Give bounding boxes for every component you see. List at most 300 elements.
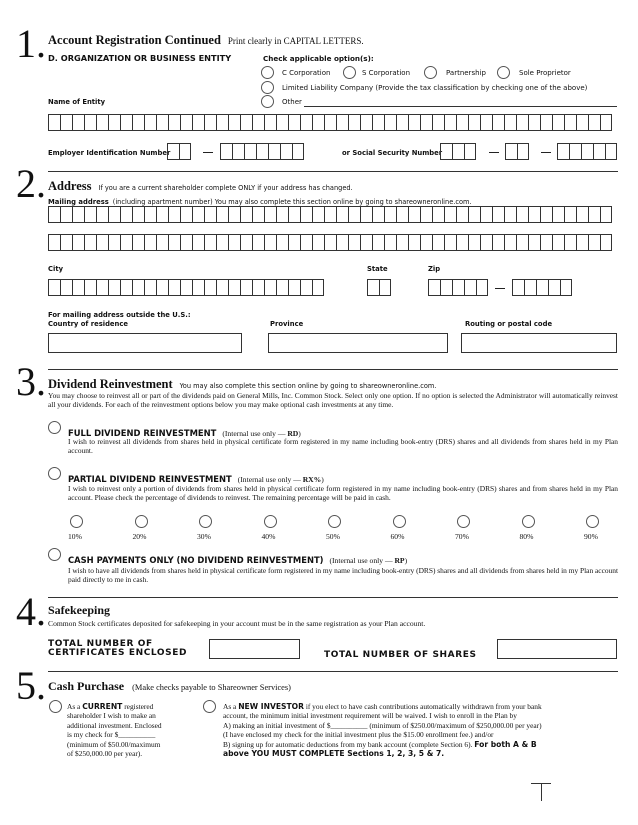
character-box[interactable] <box>492 234 504 251</box>
percentage-label-50: 50% <box>326 532 340 541</box>
character-box[interactable] <box>192 206 204 223</box>
character-box[interactable] <box>288 234 300 251</box>
character-box[interactable] <box>108 234 120 251</box>
character-box[interactable] <box>468 114 480 131</box>
s-corp-label: S Corporation <box>362 69 411 77</box>
character-box[interactable] <box>396 206 408 223</box>
character-box[interactable] <box>180 279 192 296</box>
sole-proprietor-radio[interactable] <box>497 66 510 79</box>
character-box[interactable] <box>564 114 576 131</box>
new-text-line-6: above YOU MUST COMPLETE Sections 1, 2, 3, 5 & 7. <box>223 749 445 759</box>
state-boxes[interactable] <box>367 279 391 296</box>
character-box[interactable] <box>60 206 72 223</box>
character-box[interactable] <box>312 279 324 296</box>
partnership-radio[interactable] <box>424 66 437 79</box>
partial-code-text: (Internal use only — <box>237 475 303 484</box>
new-investor-text <box>223 702 619 758</box>
character-box[interactable] <box>384 206 396 223</box>
character-box[interactable] <box>420 206 432 223</box>
ssn-boxes-part3[interactable] <box>557 143 617 160</box>
character-box[interactable] <box>379 279 391 296</box>
full-reinvest-code: (Internal use only — RD) <box>222 429 301 438</box>
new-text-line-5: B) signing up for automatic deductions from my bank account (complete Section 6). For both A & B <box>223 739 537 749</box>
character-box[interactable] <box>324 234 336 251</box>
character-box[interactable] <box>168 114 180 131</box>
character-box[interactable] <box>360 114 372 131</box>
character-box[interactable] <box>312 114 324 131</box>
country-input[interactable] <box>48 333 242 353</box>
character-box[interactable] <box>204 114 216 131</box>
character-box[interactable] <box>540 234 552 251</box>
character-box[interactable] <box>593 143 605 160</box>
character-box[interactable] <box>216 114 228 131</box>
character-box[interactable] <box>504 114 516 131</box>
character-box[interactable] <box>144 206 156 223</box>
character-box[interactable] <box>367 279 379 296</box>
section-5-title: Cash Purchase <box>48 679 125 693</box>
section-3-divider <box>48 597 618 598</box>
character-box[interactable] <box>336 206 348 223</box>
character-box[interactable] <box>168 206 180 223</box>
character-box[interactable] <box>48 279 60 296</box>
total-certs-input[interactable] <box>209 639 300 659</box>
character-box[interactable] <box>504 206 516 223</box>
entity-name-label: Name of Entity <box>48 98 106 106</box>
new-text-line-1: As a NEW INVESTOR if you elect to have cash contributions automatically withdrawn from your bank <box>223 702 542 711</box>
province-input[interactable] <box>268 333 448 353</box>
character-box[interactable] <box>517 143 529 160</box>
percentage-radio-30[interactable] <box>199 515 212 528</box>
character-box[interactable] <box>600 114 612 131</box>
percentage-radio-70[interactable] <box>457 515 470 528</box>
character-box[interactable] <box>456 234 468 251</box>
mailing-address-line1-boxes[interactable] <box>48 206 612 223</box>
character-box[interactable] <box>264 114 276 131</box>
percentage-radio-20[interactable] <box>135 515 148 528</box>
character-box[interactable] <box>96 206 108 223</box>
character-box[interactable] <box>588 206 600 223</box>
character-box[interactable] <box>348 234 360 251</box>
character-box[interactable] <box>120 234 132 251</box>
section-1-title-row <box>48 31 364 49</box>
character-box[interactable] <box>144 279 156 296</box>
character-box[interactable] <box>256 143 268 160</box>
character-box[interactable] <box>576 234 588 251</box>
current-text-line-6: of $250,000.00 per year). <box>67 749 143 759</box>
current-text-line-5: (minimum of $50.00/maximum <box>67 739 161 749</box>
percentage-radio-40[interactable] <box>264 515 277 528</box>
character-box[interactable] <box>72 279 84 296</box>
character-box[interactable] <box>528 234 540 251</box>
character-box[interactable] <box>444 234 456 251</box>
character-box[interactable] <box>420 114 432 131</box>
character-box[interactable] <box>192 234 204 251</box>
character-box[interactable] <box>167 143 179 160</box>
character-box[interactable] <box>84 114 96 131</box>
mailing-address-line2-boxes[interactable] <box>48 234 612 251</box>
sole-proprietor-label: Sole Proprietor <box>519 69 571 77</box>
character-box[interactable] <box>605 143 617 160</box>
partial-reinvest-radio[interactable] <box>48 467 61 480</box>
character-box[interactable] <box>120 279 132 296</box>
character-box[interactable] <box>276 234 288 251</box>
zip-label: Zip <box>428 265 441 273</box>
s-corp-radio[interactable] <box>343 66 356 79</box>
character-box[interactable] <box>576 206 588 223</box>
character-box[interactable] <box>560 279 572 296</box>
character-box[interactable] <box>384 234 396 251</box>
section-2-divider <box>48 369 618 370</box>
character-box[interactable] <box>120 206 132 223</box>
org-entity-heading: D. ORGANIZATION OR BUSINESS ENTITY <box>48 53 232 63</box>
character-box[interactable] <box>72 114 84 131</box>
character-box[interactable] <box>440 143 452 160</box>
character-box[interactable] <box>524 279 536 296</box>
character-box[interactable] <box>300 206 312 223</box>
character-box[interactable] <box>336 234 348 251</box>
total-certs-label <box>48 640 187 658</box>
character-box[interactable] <box>264 279 276 296</box>
character-box[interactable] <box>464 143 476 160</box>
character-box[interactable] <box>96 234 108 251</box>
character-box[interactable] <box>440 279 452 296</box>
current-shareholder-text <box>67 702 197 758</box>
full-code-text: (Internal use only — <box>222 429 288 438</box>
full-reinvest-text: I wish to reinvest all dividends from shares held in physical certificate form registered in my name including book-entry (DRS) shares and all dividends from shares held in my Plan account. <box>68 437 618 456</box>
character-box[interactable] <box>156 279 168 296</box>
partial-reinvest-text: I wish to reinvest only a portion of dividends from shares held in physical certificate form registered in my name including book-entry (DRS) shares and from shares held in my Plan account. Please check the percentage of dividends to reinvest. The remaining percentage will be paid in cash. <box>68 484 618 503</box>
character-box[interactable] <box>444 206 456 223</box>
character-box[interactable] <box>180 206 192 223</box>
character-box[interactable] <box>528 114 540 131</box>
crop-mark-vertical <box>541 783 542 801</box>
character-box[interactable] <box>480 114 492 131</box>
character-box[interactable] <box>180 234 192 251</box>
character-box[interactable] <box>504 234 516 251</box>
cash-code-bold: RP <box>394 556 405 565</box>
character-box[interactable] <box>360 206 372 223</box>
character-box[interactable] <box>216 206 228 223</box>
character-box[interactable] <box>60 234 72 251</box>
character-box[interactable] <box>144 234 156 251</box>
character-box[interactable] <box>360 234 372 251</box>
character-box[interactable] <box>468 206 480 223</box>
character-box[interactable] <box>336 114 348 131</box>
character-box[interactable] <box>84 279 96 296</box>
percentage-label-10: 10% <box>68 532 82 541</box>
character-box[interactable] <box>516 234 528 251</box>
percentage-radio-60[interactable] <box>393 515 406 528</box>
character-box[interactable] <box>432 114 444 131</box>
character-box[interactable] <box>444 114 456 131</box>
character-box[interactable] <box>300 279 312 296</box>
percentage-radio-90[interactable] <box>586 515 599 528</box>
character-box[interactable] <box>564 234 576 251</box>
character-box[interactable] <box>192 114 204 131</box>
character-box[interactable] <box>240 234 252 251</box>
character-box[interactable] <box>84 206 96 223</box>
routing-label: Routing or postal code <box>465 320 553 328</box>
character-box[interactable] <box>108 279 120 296</box>
character-box[interactable] <box>108 114 120 131</box>
character-box[interactable] <box>240 279 252 296</box>
character-box[interactable] <box>464 279 476 296</box>
mailing-address-label: Mailing address <box>48 198 109 206</box>
character-box[interactable] <box>420 234 432 251</box>
total-shares-input[interactable] <box>497 639 617 659</box>
new-text-line-4: (I have enclosed my check for the initial investment plus the $15.00 enrollment fee.) and/or <box>223 730 494 740</box>
character-box[interactable] <box>144 114 156 131</box>
character-box[interactable] <box>179 143 191 160</box>
section-5-title-note: (Make checks payable to Shareowner Services) <box>132 683 291 692</box>
character-box[interactable] <box>552 234 564 251</box>
character-box[interactable] <box>168 279 180 296</box>
character-box[interactable] <box>548 279 560 296</box>
character-box[interactable] <box>96 279 108 296</box>
section-3-title: Dividend Reinvestment <box>48 377 173 391</box>
character-box[interactable] <box>252 206 264 223</box>
character-box[interactable] <box>216 234 228 251</box>
character-box[interactable] <box>192 279 204 296</box>
character-box[interactable] <box>48 114 60 131</box>
cash-only-title: CASH PAYMENTS ONLY (NO DIVIDEND REINVESTMENT) <box>68 555 324 565</box>
character-box[interactable] <box>452 279 464 296</box>
c-corp-radio[interactable] <box>261 66 274 79</box>
character-box[interactable] <box>564 206 576 223</box>
character-box[interactable] <box>300 114 312 131</box>
character-box[interactable] <box>372 206 384 223</box>
section-2-title: Address <box>48 179 92 193</box>
character-box[interactable] <box>432 234 444 251</box>
character-box[interactable] <box>276 114 288 131</box>
character-box[interactable] <box>600 234 612 251</box>
character-box[interactable] <box>252 114 264 131</box>
character-box[interactable] <box>228 206 240 223</box>
character-box[interactable] <box>324 206 336 223</box>
routing-input[interactable] <box>461 333 617 353</box>
section-1-number: 1. <box>16 21 46 66</box>
section-4-divider <box>48 671 618 672</box>
character-box[interactable] <box>280 143 292 160</box>
character-box[interactable] <box>204 206 216 223</box>
character-box[interactable] <box>476 279 488 296</box>
safekeeping-text: Common Stock certificates deposited for safekeeping in your account must be in the same registration as your Plan account. <box>48 619 426 628</box>
character-box[interactable] <box>292 143 304 160</box>
character-box[interactable] <box>220 143 232 160</box>
outside-us-label: For mailing address outside the U.S.: <box>48 311 191 319</box>
character-box[interactable] <box>432 206 444 223</box>
character-box[interactable] <box>312 234 324 251</box>
character-box[interactable] <box>268 143 280 160</box>
character-box[interactable] <box>408 114 420 131</box>
current-text-line-3: additional investment. Enclosed <box>67 720 162 730</box>
zip-plus4-boxes[interactable] <box>512 279 572 296</box>
city-label: City <box>48 265 63 273</box>
character-box[interactable] <box>288 279 300 296</box>
character-box[interactable] <box>516 206 528 223</box>
country-label: Country of residence <box>48 320 129 328</box>
character-box[interactable] <box>108 206 120 223</box>
city-boxes[interactable] <box>48 279 324 296</box>
character-box[interactable] <box>60 279 72 296</box>
character-box[interactable] <box>576 114 588 131</box>
other-input-line[interactable] <box>304 106 617 107</box>
section-2-number: 2. <box>16 161 46 206</box>
full-reinvest-radio[interactable] <box>48 421 61 434</box>
character-box[interactable] <box>536 279 548 296</box>
character-box[interactable] <box>552 206 564 223</box>
character-box[interactable] <box>452 143 464 160</box>
character-box[interactable] <box>600 206 612 223</box>
character-box[interactable] <box>244 143 256 160</box>
character-box[interactable] <box>468 234 480 251</box>
ein-boxes-part2[interactable] <box>220 143 304 160</box>
character-box[interactable] <box>156 114 168 131</box>
character-box[interactable] <box>492 114 504 131</box>
ssn-boxes-part1[interactable] <box>440 143 476 160</box>
character-box[interactable] <box>505 143 517 160</box>
zip-boxes[interactable] <box>428 279 488 296</box>
character-box[interactable] <box>96 114 108 131</box>
percentage-radio-50[interactable] <box>328 515 341 528</box>
other-radio[interactable] <box>261 95 274 108</box>
character-box[interactable] <box>396 234 408 251</box>
current-text-line-2: shareholder I wish to make an <box>67 711 156 721</box>
character-box[interactable] <box>180 114 192 131</box>
section-1-divider <box>48 171 618 172</box>
character-box[interactable] <box>228 279 240 296</box>
character-box[interactable] <box>428 279 440 296</box>
new-investor-radio[interactable] <box>203 700 216 713</box>
character-box[interactable] <box>528 206 540 223</box>
character-box[interactable] <box>132 206 144 223</box>
new-text-line-2: account, the minimum initial investment requirement will be waived. I wish to enroll in the Plan by <box>223 711 517 721</box>
dividend-intro: You may choose to reinvest all or part of the dividends paid on General Mills, Inc. Common Stock. Select only one option. If no option is selected the Administrator will automatically reinvest all your dividends. For each of the reinvestment options below you may make optional cash investments at any time. <box>48 391 618 410</box>
c-corp-label: C Corporation <box>282 69 331 77</box>
percentage-label-20: 20% <box>132 532 147 541</box>
other-label: Other <box>282 98 302 106</box>
character-box[interactable] <box>552 114 564 131</box>
character-box[interactable] <box>480 234 492 251</box>
character-box[interactable] <box>396 114 408 131</box>
current-text-line-4: is my check for $__________ <box>67 730 156 740</box>
percentage-label-60: 60% <box>390 532 405 541</box>
ein-boxes-part1[interactable] <box>167 143 191 160</box>
character-box[interactable] <box>569 143 581 160</box>
partnership-label: Partnership <box>446 69 486 77</box>
character-box[interactable] <box>540 206 552 223</box>
character-box[interactable] <box>348 114 360 131</box>
percentage-radio-10[interactable] <box>70 515 83 528</box>
ein-label: Employer Identification Number <box>48 149 171 157</box>
percentage-radio-80[interactable] <box>522 515 535 528</box>
character-box[interactable] <box>84 234 96 251</box>
character-box[interactable] <box>324 114 336 131</box>
character-box[interactable] <box>408 206 420 223</box>
character-box[interactable] <box>288 206 300 223</box>
character-box[interactable] <box>588 234 600 251</box>
percentage-label-30: 30% <box>197 532 211 541</box>
character-box[interactable] <box>48 234 60 251</box>
character-box[interactable] <box>252 279 264 296</box>
character-box[interactable] <box>132 234 144 251</box>
character-box[interactable] <box>540 114 552 131</box>
character-box[interactable] <box>276 279 288 296</box>
character-box[interactable] <box>588 114 600 131</box>
llc-radio[interactable] <box>261 81 274 94</box>
character-box[interactable] <box>204 234 216 251</box>
character-box[interactable] <box>581 143 593 160</box>
character-box[interactable] <box>156 234 168 251</box>
character-box[interactable] <box>312 206 324 223</box>
character-box[interactable] <box>216 279 228 296</box>
current-shareholder-radio[interactable] <box>49 700 62 713</box>
character-box[interactable] <box>372 234 384 251</box>
character-box[interactable] <box>48 206 60 223</box>
character-box[interactable] <box>72 234 84 251</box>
character-box[interactable] <box>456 206 468 223</box>
cash-only-code: (Internal use only — RP) <box>329 556 408 565</box>
character-box[interactable] <box>348 206 360 223</box>
character-box[interactable] <box>372 114 384 131</box>
state-label: State <box>367 265 388 273</box>
ssn-dash-1 <box>489 152 499 153</box>
character-box[interactable] <box>276 206 288 223</box>
total-certs-line2: CERTIFICATES ENCLOSED <box>48 648 188 658</box>
section-4-title: Safekeeping <box>48 603 111 617</box>
cash-only-radio[interactable] <box>48 548 61 561</box>
section-1-title: Account Registration Continued <box>48 33 221 47</box>
character-box[interactable] <box>557 143 569 160</box>
character-box[interactable] <box>228 234 240 251</box>
character-box[interactable] <box>240 114 252 131</box>
character-box[interactable] <box>264 234 276 251</box>
character-box[interactable] <box>288 114 300 131</box>
character-box[interactable] <box>252 234 264 251</box>
total-certs-line1: TOTAL NUMBER OF <box>48 639 153 649</box>
character-box[interactable] <box>132 114 144 131</box>
ssn-boxes-part2[interactable] <box>505 143 529 160</box>
section-4-number: 4. <box>16 589 46 634</box>
character-box[interactable] <box>492 206 504 223</box>
section-1-title-note: Print clearly in CAPITAL LETTERS. <box>227 36 364 46</box>
character-box[interactable] <box>228 114 240 131</box>
character-box[interactable] <box>132 279 144 296</box>
character-box[interactable] <box>156 206 168 223</box>
character-box[interactable] <box>456 114 468 131</box>
character-box[interactable] <box>204 279 216 296</box>
full-reinvest-title: FULL DIVIDEND REINVESTMENT <box>68 428 217 438</box>
character-box[interactable] <box>120 114 132 131</box>
llc-label: Limited Liability Company (Provide the tax classification by checking one of the above) <box>282 84 588 92</box>
character-box[interactable] <box>168 234 180 251</box>
percentage-label-70: 70% <box>455 532 469 541</box>
character-box[interactable] <box>384 114 396 131</box>
character-box[interactable] <box>240 206 252 223</box>
character-box[interactable] <box>264 206 276 223</box>
character-box[interactable] <box>512 279 524 296</box>
character-box[interactable] <box>516 114 528 131</box>
character-box[interactable] <box>72 206 84 223</box>
character-box[interactable] <box>480 206 492 223</box>
character-box[interactable] <box>60 114 72 131</box>
character-box[interactable] <box>300 234 312 251</box>
character-box[interactable] <box>408 234 420 251</box>
character-box[interactable] <box>232 143 244 160</box>
section-3-title-note: You may also complete this section online by going to shareowneronline.com. <box>179 382 437 390</box>
entity-name-boxes[interactable] <box>48 114 612 131</box>
ssn-label: or Social Security Number <box>342 149 443 157</box>
